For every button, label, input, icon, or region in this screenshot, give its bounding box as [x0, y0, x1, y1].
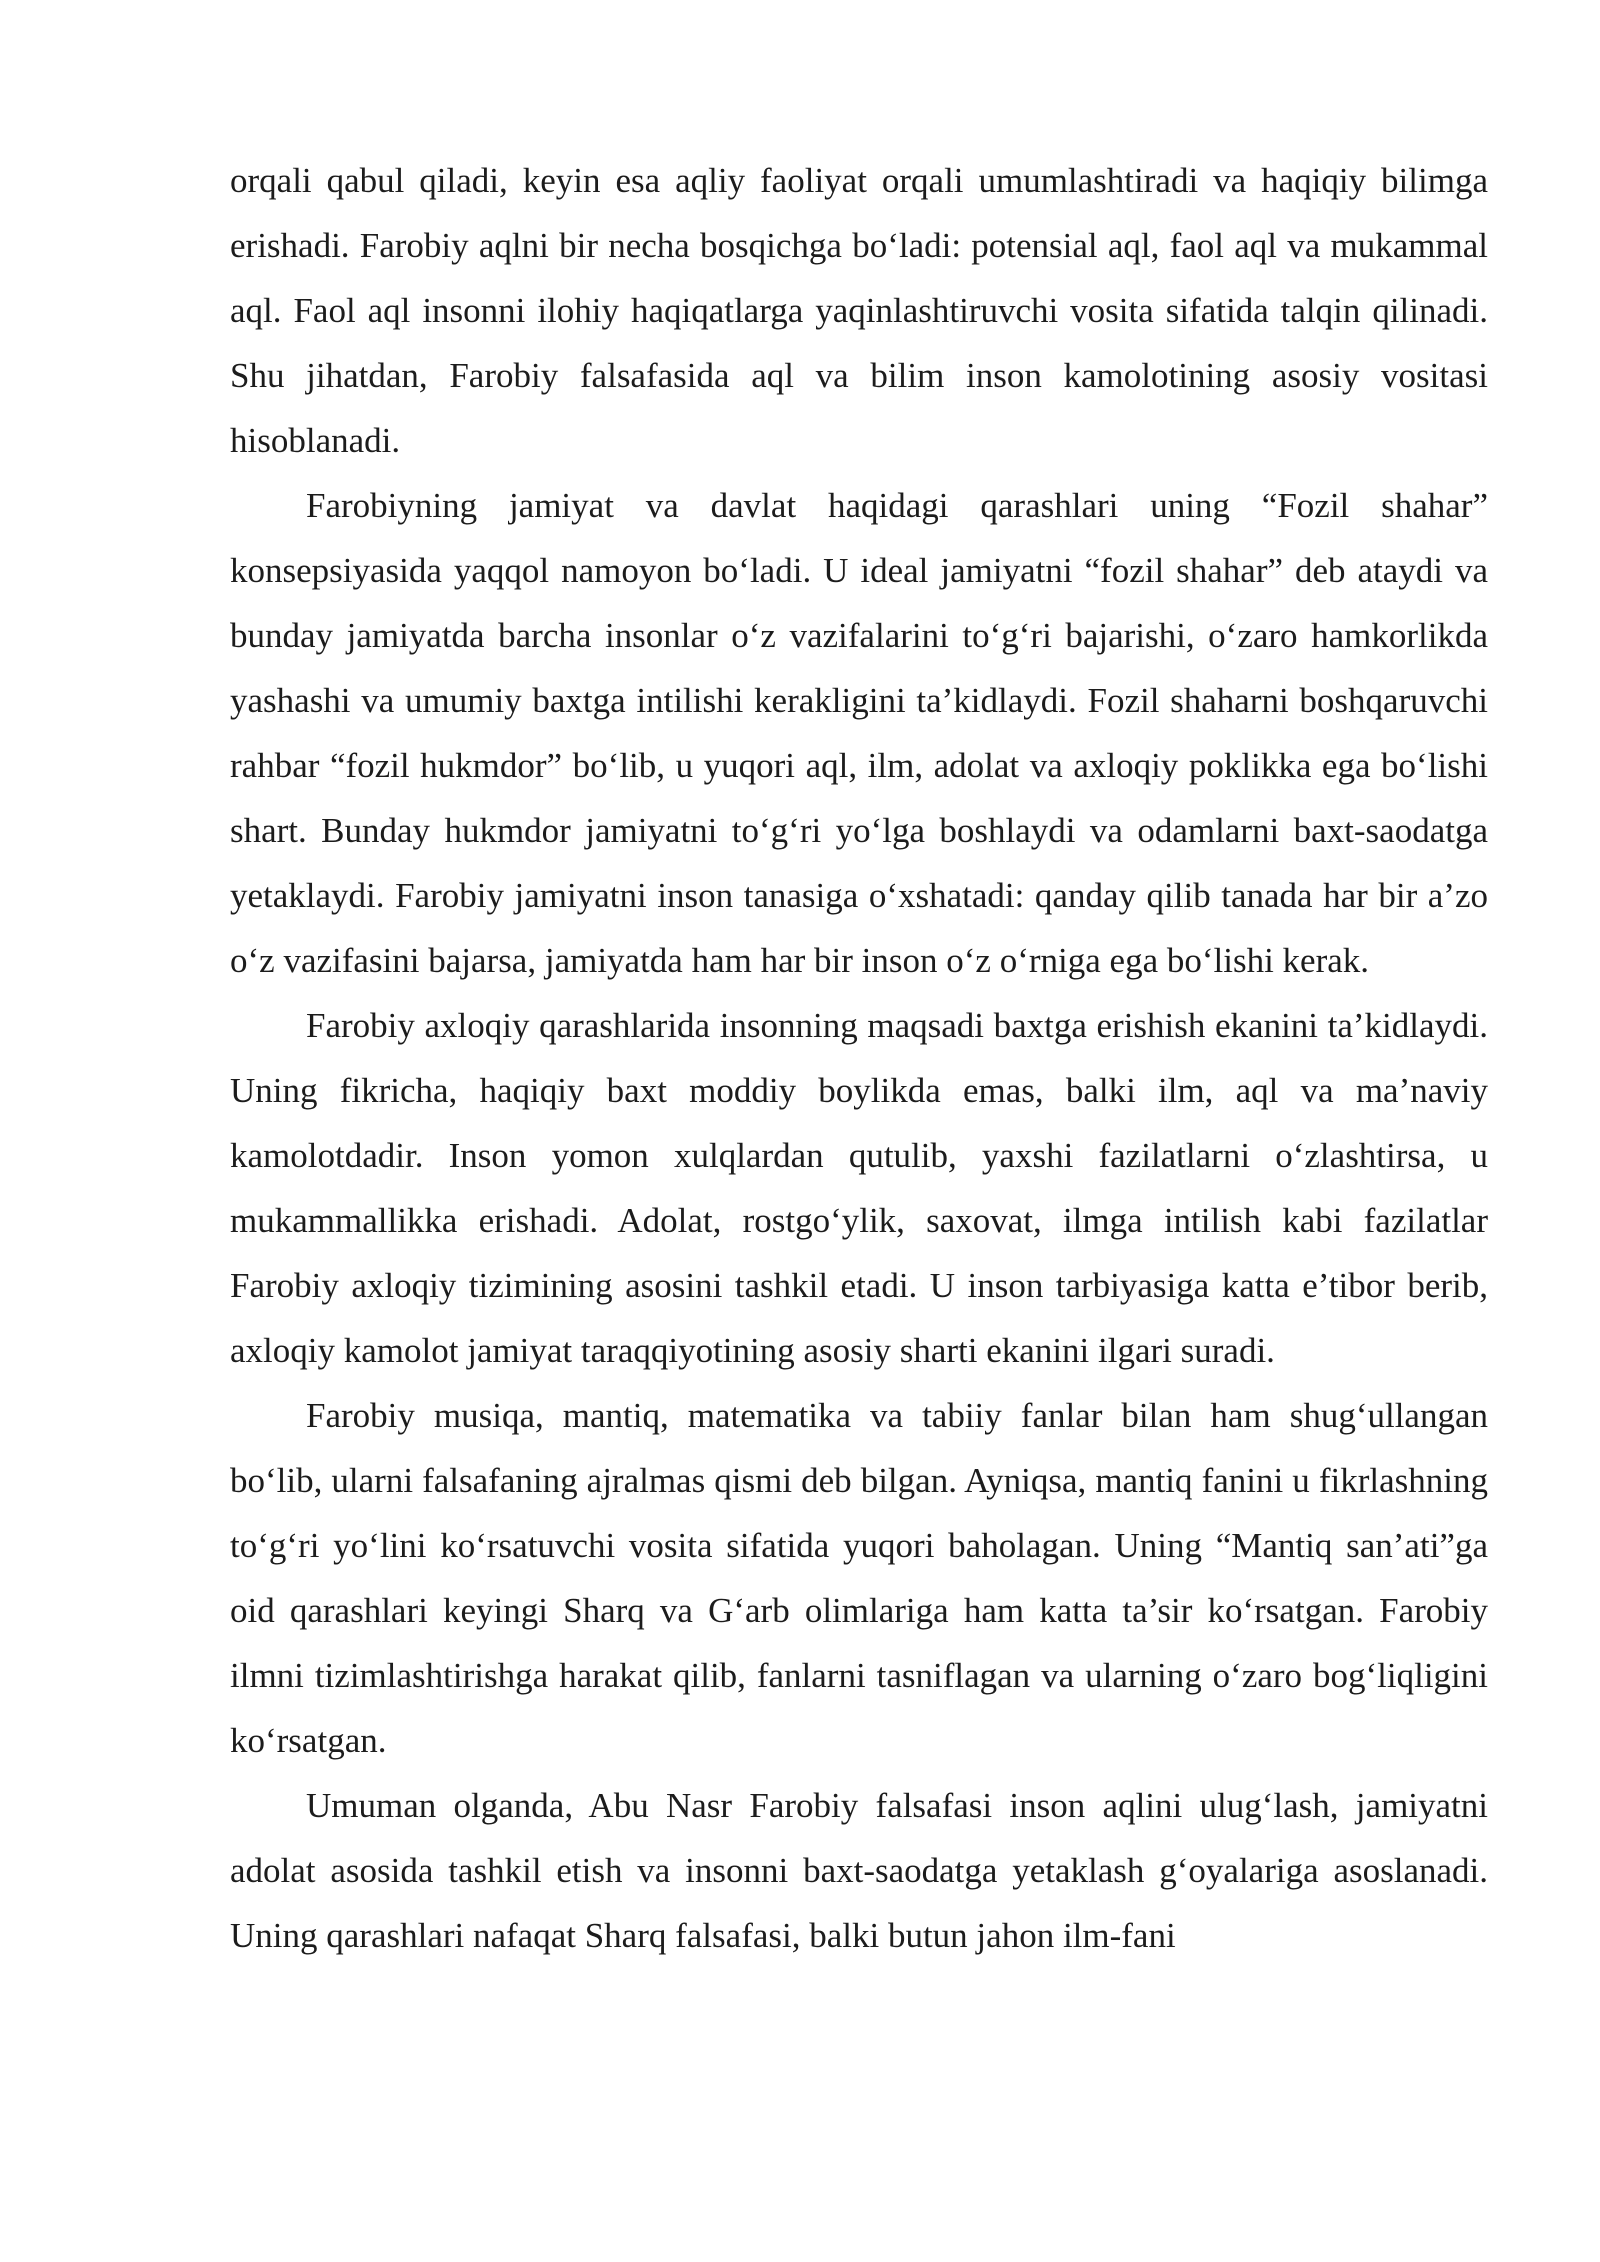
paragraph-1: orqali qabul qiladi, keyin esa aqliy faoliyat orqali umumlashtiradi va haqiqiy bilimga erishadi. Farobiy aqlni bir necha bosqichga bo‘ladi: potensial aql, faol aql va mukammal aql. Faol aql insonni ilohiy haqiqatlarga yaqinlashtiruvchi vosita sifatida talqin qilinadi. Shu jihatdan, Farobiy falsafasida aql va bilim inson kamolotining asosiy vositasi hisoblanadi. — [230, 161, 1488, 460]
paragraph-2: Farobiyning jamiyat va davlat haqidagi qarashlari uning “Fozil shahar” konsepsiyasida yaqqol namoyon bo‘ladi. U ideal jamiyatni “fozil shahar” deb ataydi va bunday jamiyatda barcha insonlar o‘z vazifalarini to‘g‘ri bajarishi, o‘zaro hamkorlikda yashashi va umumiy baxtga intilishi kerakligini ta’kidlaydi. Fozil shaharni boshqaruvchi rahbar “fozil hukmdor” bo‘lib, u yuqori aql, ilm, adolat va axloqiy poklikka ega bo‘lishi shart. Bunday hukmdor jamiyatni to‘g‘ri yo‘lga boshlaydi va odamlarni baxt-saodatga yetaklaydi. Farobiy jamiyatni inson tanasiga o‘xshatadi: qanday qilib tanada har bir a’zo o‘z vazifasini bajarsa, jamiyatda ham har bir inson o‘z o‘rniga ega bo‘lishi kerak. — [230, 486, 1488, 980]
paragraph-3: Farobiy axloqiy qarashlarida insonning maqsadi baxtga erishish ekanini ta’kidlaydi. Uning fikricha, haqiqiy baxt moddiy boylikda emas, balki ilm, aql va ma’naviy kamolotdadir. Inson yomon xulqlardan qutulib, yaxshi fazilatlarni o‘zlashtirsa, u mukammallikka erishadi. Adolat, rostgo‘ylik, saxovat, ilmga intilish kabi fazilatlar Farobiy axloqiy tizimining asosini tashkil etadi. U inson tarbiyasiga katta e’tibor berib, axloqiy kamolot jamiyat taraqqiyotining asosiy sharti ekanini ilgari suradi. — [230, 1006, 1488, 1370]
paragraph-4: Farobiy musiqa, mantiq, matematika va tabiiy fanlar bilan ham shug‘ullangan bo‘lib, ularni falsafaning ajralmas qismi deb bilgan. Ayniqsa, mantiq fanini u fikrlashning to‘g‘ri yo‘lini ko‘rsatuvchi vosita sifatida yuqori baholagan. Uning “Mantiq san’ati”ga oid qarashlari keyingi Sharq va G‘arb olimlariga ham katta ta’sir ko‘rsatgan. Farobiy ilmni tizimlashtirishga harakat qilib, fanlarni tasniflagan va ularning o‘zaro bog‘liqligini ko‘rsatgan. — [230, 1396, 1488, 1760]
paragraph-5: Umuman olganda, Abu Nasr Farobiy falsafasi inson aqlini ulug‘lash, jamiyatni adolat asosida tashkil etish va insonni baxt-saodatga yetaklash g‘oyalariga asoslanadi. Uning qarashlari nafaqat Sharq falsafasi, balki butun jahon ilm-fani — [230, 1786, 1488, 1955]
document-page — [230, 148, 1488, 1968]
